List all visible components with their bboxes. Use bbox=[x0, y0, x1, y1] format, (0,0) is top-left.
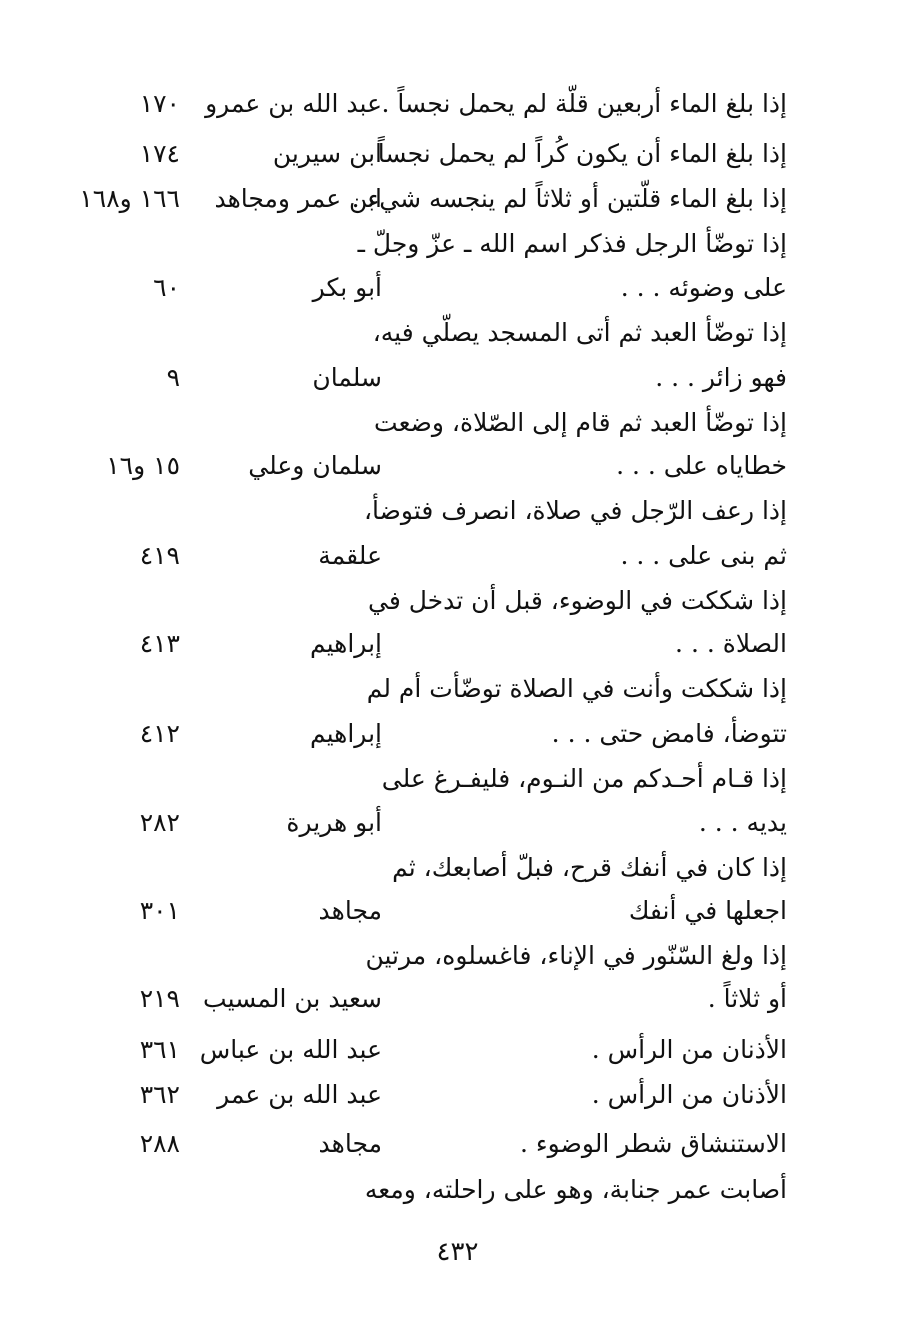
hadith-text: ثم بنى على . . . bbox=[620, 541, 787, 570]
hadith-text: على وضوئه . . . bbox=[620, 273, 787, 302]
index-entry bbox=[0, 1027, 915, 1073]
index-entry bbox=[0, 221, 915, 267]
index-entry bbox=[0, 265, 915, 311]
index-entry bbox=[0, 310, 915, 356]
index-entry bbox=[0, 355, 915, 401]
index-entry bbox=[0, 888, 915, 934]
hadith-text: إذا شككت في الوضوء، قبل أن تدخل في bbox=[368, 586, 787, 615]
narrator: علقمة bbox=[318, 541, 382, 570]
index-entry bbox=[0, 756, 915, 802]
hadith-text: إذا بلغ الماء أربعين قلّة لم يحمل نجساً . bbox=[381, 89, 787, 118]
narrator: عبد الله بن عباس bbox=[199, 1035, 382, 1064]
hadith-text: إذا بلغ الماء أن يكون كُراً لم يحمل نجساً . bbox=[361, 139, 787, 168]
index-entry bbox=[0, 666, 915, 712]
hadith-text: أو ثلاثاً . bbox=[707, 984, 787, 1013]
index-entry bbox=[0, 1121, 915, 1167]
narrator: عبد الله بن عمرو bbox=[205, 89, 382, 118]
narrator: سلمان bbox=[312, 363, 382, 392]
index-entry bbox=[0, 1072, 915, 1118]
hadith-text: تتوضأ، فامض حتى . . . bbox=[551, 719, 787, 748]
hadith-text: يديه . . . bbox=[698, 808, 787, 837]
hadith-text: الاستنشاق شطر الوضوء . bbox=[520, 1129, 787, 1158]
hadith-text: الأذنان من الرأس . bbox=[591, 1080, 787, 1109]
page-reference: ٤١٩ bbox=[139, 541, 180, 570]
index-entry bbox=[0, 845, 915, 891]
index-entry bbox=[0, 400, 915, 446]
index-entry bbox=[0, 533, 915, 579]
index-entry bbox=[0, 976, 915, 1022]
index-entry bbox=[0, 1167, 915, 1213]
page-reference: ٤١٢ bbox=[139, 719, 180, 748]
hadith-text: إذا شككت وأنت في الصلاة توضّأت أم لم bbox=[366, 674, 787, 703]
page-reference: ٢١٩ bbox=[139, 984, 180, 1013]
index-entry bbox=[0, 488, 915, 534]
hadith-text: أصابت عمر جنابة، وهو على راحلته، ومعه bbox=[364, 1175, 787, 1204]
narrator: مجاهد bbox=[318, 896, 382, 925]
narrator: أبو هريرة bbox=[286, 808, 382, 837]
hadith-text: إذا كان في أنفك قرح، فبلّ أصابعك، ثم bbox=[392, 853, 787, 882]
page-reference: ٩ bbox=[166, 363, 180, 392]
narrator: سلمان وعلي bbox=[248, 451, 382, 480]
index-entry bbox=[0, 578, 915, 624]
page-reference: ٣٦١ bbox=[139, 1035, 180, 1064]
narrator: ابن عمر ومجاهد bbox=[214, 184, 382, 213]
hadith-text: الأذنان من الرأس . bbox=[591, 1035, 787, 1064]
page-reference: ١٧٤ bbox=[139, 139, 180, 168]
index-entry bbox=[0, 81, 915, 127]
index-entry bbox=[0, 711, 915, 757]
hadith-text: إذا بلغ الماء قلّتين أو ثلاثاً لم ينجسه شيء . bbox=[351, 184, 787, 213]
narrator: ابن سيرين bbox=[272, 139, 382, 168]
page-reference: ٦٠ bbox=[153, 273, 180, 302]
hadith-text: إذا ولغ السّنّور في الإناء، فاغسلوه، مرتين bbox=[365, 941, 787, 970]
hadith-text: إذا رعف الرّجل في صلاة، انصرف فتوضأ، bbox=[363, 496, 787, 525]
index-entry bbox=[0, 933, 915, 979]
page-reference: ١٦٦ و١٦٨ bbox=[79, 184, 180, 213]
index-entry bbox=[0, 443, 915, 489]
hadith-text: إذا توضّأ العبد ثم قام إلى الصّلاة، وضعت bbox=[374, 408, 787, 437]
page-reference: ٢٨٢ bbox=[139, 808, 180, 837]
narrator: إبراهيم bbox=[309, 629, 382, 658]
narrator: عبد الله بن عمر bbox=[217, 1080, 382, 1109]
page-reference: ١٥ و١٦ bbox=[106, 451, 180, 480]
index-entry bbox=[0, 176, 915, 222]
hadith-text: الصلاة . . . bbox=[675, 629, 787, 658]
index-entry bbox=[0, 621, 915, 667]
page-reference: ٢٨٨ bbox=[139, 1129, 180, 1158]
page-reference: ٣٦٢ bbox=[139, 1080, 180, 1109]
hadith-text: اجعلها في أنفك bbox=[628, 896, 787, 925]
narrator: سعيد بن المسيب bbox=[203, 984, 382, 1013]
index-entry bbox=[0, 800, 915, 846]
hadith-text: إذا توضّأ الرجل فذكر اسم الله ـ عزّ وجلّ ـ bbox=[357, 229, 787, 258]
narrator: مجاهد bbox=[318, 1129, 382, 1158]
narrator: إبراهيم bbox=[309, 719, 382, 748]
page-reference: ٤١٣ bbox=[139, 629, 180, 658]
page-reference: ١٧٠ bbox=[139, 89, 180, 118]
page-number: ٤٣٢ bbox=[436, 1237, 479, 1267]
hadith-text: إذا قـام أحـدكم من النـوم، فليفـرغ على bbox=[381, 764, 787, 793]
hadith-text: إذا توضّأ العبد ثم أتى المسجد يصلّي فيه، bbox=[372, 318, 787, 347]
index-entry bbox=[0, 131, 915, 177]
hadith-text: فهو زائر . . . bbox=[655, 363, 787, 392]
page-reference: ٣٠١ bbox=[139, 896, 180, 925]
narrator: أبو بكر bbox=[312, 273, 382, 302]
hadith-text: خطاياه على . . . bbox=[616, 451, 787, 480]
